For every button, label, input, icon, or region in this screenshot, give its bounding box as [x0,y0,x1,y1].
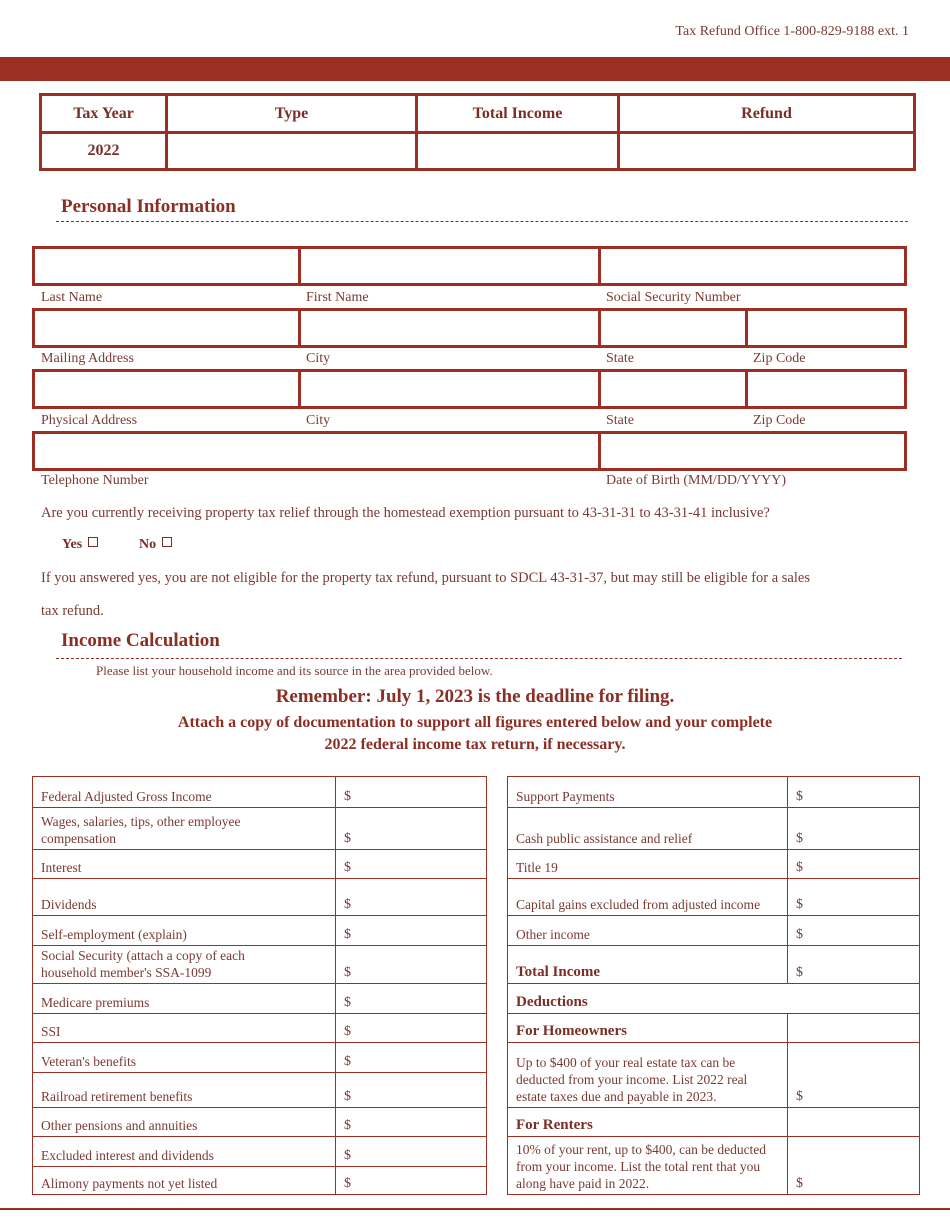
no-label: No [139,537,157,552]
income-table-left [32,776,487,1195]
eligibility-note-line2: tax refund. [41,603,104,619]
dollar-sign: $ [344,1176,351,1191]
section-label: Deductions [516,994,588,1010]
row-label: Social Security (attach a copy of each household member's SSA-1099 [41,948,245,980]
mailing-zip-field[interactable] [748,311,904,345]
dollar-sign: $ [796,1176,803,1191]
mailing-city-field[interactable] [301,311,598,345]
table-row [508,1108,919,1137]
yes-label: Yes [62,537,83,552]
dollar-sign: $ [796,897,803,912]
row-label: 10% of your rent, up to $400, can be deducted from your income. List the total rent that you along have paid in 2022. [516,1142,767,1191]
income-calc-rule [56,658,902,659]
ssn-label: Social Security Number [606,290,741,305]
attach-line-2: 2022 federal income tax return, if necessary. [324,736,626,753]
dollar-sign: $ [344,927,351,942]
dollar-sign: $ [344,1148,351,1163]
table-row [33,984,486,1014]
table-row [33,916,486,946]
mailing-state-field[interactable] [601,311,745,345]
row-label: Other income [516,927,590,942]
dollar-sign: $ [796,831,803,846]
table-row [508,879,919,916]
row-label: Title 19 [516,860,558,875]
physical-zip-label: Zip Code [753,413,806,428]
row-label: Excluded interest and dividends [41,1148,214,1163]
physical-address-label: Physical Address [41,413,138,428]
physical-address-field[interactable] [35,372,298,406]
row-label: Interest [41,860,82,875]
section-label: For Homeowners [516,1023,627,1039]
summary-header-total-income: Total Income [418,96,620,131]
yes-checkbox[interactable] [88,537,98,547]
table-row [508,1014,919,1043]
ssn-field[interactable] [601,249,904,283]
dollar-sign: $ [344,995,351,1010]
mailing-zip-label: Zip Code [753,351,806,366]
summary-refund-field[interactable] [620,134,913,168]
dollar-sign: $ [344,1089,351,1104]
office-phone: Tax Refund Office 1-800-829-9188 ext. 1 [675,24,909,39]
no-option[interactable] [139,537,172,553]
footer-rule [0,1208,950,1210]
telephone-field[interactable] [35,434,598,468]
first-name-label: First Name [306,290,369,305]
dollar-sign: $ [796,1089,803,1104]
table-row [508,1043,919,1108]
income-table-right [507,776,920,1195]
yes-option[interactable] [62,537,98,553]
row-label: Capital gains excluded from adjusted income [516,897,761,912]
header-bar [0,57,950,81]
attach-line-1: Attach a copy of documentation to support all figures entered below and your complete [177,714,773,731]
table-row [33,1043,486,1073]
first-name-field[interactable] [301,249,598,283]
row-label: Railroad retirement benefits [41,1089,193,1104]
income-instruction: Please list your household income and its source in the area provided below. [96,663,493,678]
dollar-sign: $ [344,1118,351,1133]
dollar-sign: $ [344,1024,351,1039]
table-row [33,946,486,984]
physical-city-label: City [306,413,331,428]
last-name-label: Last Name [41,290,103,305]
summary-header-refund: Refund [741,104,792,122]
summary-type-field[interactable] [168,134,418,168]
dollar-sign: $ [344,789,351,804]
row-label: Veteran's benefits [41,1054,137,1069]
row-label: Alimony payments not yet listed [41,1176,218,1191]
mailing-state-label: State [606,351,634,366]
table-row [508,808,919,850]
dollar-sign: $ [344,1054,351,1069]
table-row [508,1137,919,1194]
homestead-question: Are you currently receiving property tax relief through the homestead exemption pursuant to 43-31-31 to 43-31-41 inclusive? [41,505,770,521]
section-label: For Renters [516,1117,593,1133]
dob-field[interactable] [601,434,904,468]
table-row [33,1108,486,1137]
row-label: Wages, salaries, tips, other employee compensation [41,814,241,846]
dollar-sign: $ [796,860,803,875]
mailing-city-label: City [306,351,331,366]
summary-header-tax-year: Tax Year [42,96,168,131]
row-label: Other pensions and annuities [41,1118,198,1133]
table-row [508,850,919,879]
row-label: Self-employment (explain) [41,927,187,942]
table-row [508,777,919,808]
table-row [508,946,919,984]
dollar-sign: $ [796,789,803,804]
mailing-address-field[interactable] [35,311,298,345]
row-label: Support Payments [516,789,615,804]
row-label: Cash public assistance and relief [516,831,693,846]
row-label: Total Income [516,964,601,980]
physical-city-field[interactable] [301,372,598,406]
dollar-sign: $ [796,927,803,942]
physical-state-label: State [606,413,634,428]
row-label: Federal Adjusted Gross Income [41,789,212,804]
dollar-sign: $ [344,860,351,875]
table-row [508,916,919,946]
mailing-address-label: Mailing Address [41,351,134,366]
dollar-sign: $ [344,831,351,846]
personal-info-title: Personal Information [61,196,236,217]
row-label: Medicare premiums [41,995,150,1010]
summary-total-income-field[interactable] [418,134,620,168]
dollar-sign: $ [344,897,351,912]
table-row [33,1014,486,1043]
physical-state-field[interactable] [601,372,745,406]
table-row [33,879,486,916]
income-calc-title: Income Calculation [61,630,220,651]
dollar-sign: $ [796,965,803,980]
dob-label: Date of Birth (MM/DD/YYYY) [606,473,787,488]
table-row [33,1137,486,1167]
summary-header-type: Type [168,96,418,131]
deadline-reminder: Remember: July 1, 2023 is the deadline for filing. [275,686,675,707]
table-row [33,777,486,808]
physical-zip-field[interactable] [748,372,904,406]
dollar-sign: $ [344,965,351,980]
table-row [33,1073,486,1108]
table-row [33,850,486,879]
personal-info-rule [56,221,908,222]
last-name-field[interactable] [35,249,298,283]
table-row [33,1167,486,1194]
eligibility-note-line1: If you answered yes, you are not eligible for the property tax refund, pursuant to SDCL 43-31-37, but may still be eligible for a sales [41,570,810,586]
table-row [508,984,919,1014]
table-row [33,808,486,850]
no-checkbox[interactable] [162,537,172,547]
summary-table [39,93,916,171]
summary-tax-year-value: 2022 [42,134,168,168]
row-label: SSI [41,1024,61,1039]
telephone-label: Telephone Number [41,473,149,488]
row-label: Up to $400 of your real estate tax can be deducted from your income. List 2022 real estate taxes due and payable in 2023. [516,1055,748,1104]
row-label: Dividends [41,897,97,912]
